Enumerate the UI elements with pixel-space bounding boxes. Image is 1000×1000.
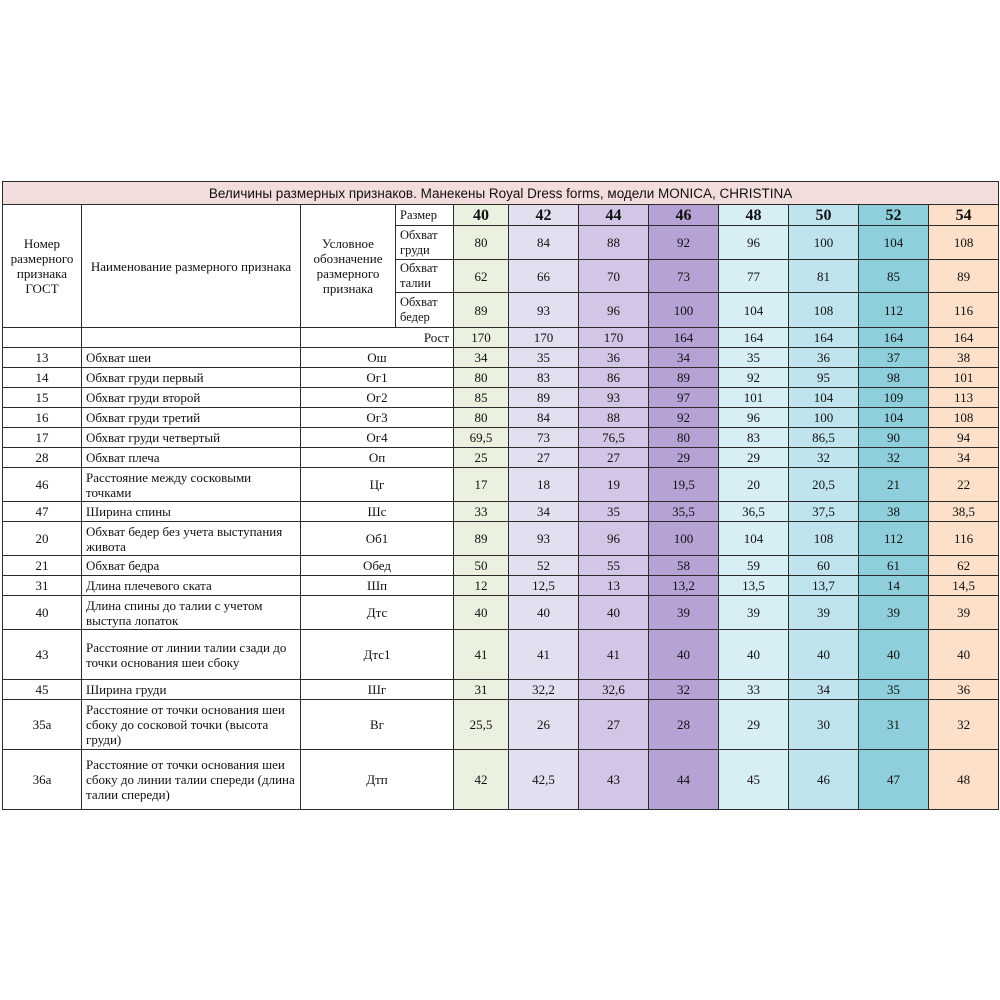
measurement-value: 18 [509, 468, 579, 502]
measurement-symbol: Ог2 [301, 388, 454, 408]
measurement-value: 92 [719, 368, 789, 388]
chest-value: 84 [509, 226, 579, 260]
measurement-value: 35 [579, 502, 649, 522]
height-value: 164 [789, 328, 859, 348]
size-label: Размер [396, 205, 454, 226]
measurement-name: Расстояние от линии талии сзади до точки основания шеи сбоку [82, 630, 301, 680]
measurement-value: 12 [454, 576, 509, 596]
gost-number: 46 [3, 468, 82, 502]
measurement-value: 40 [789, 630, 859, 680]
measurement-value: 19 [579, 468, 649, 502]
chest-value: 96 [719, 226, 789, 260]
measurement-value: 42 [454, 750, 509, 810]
measurement-value: 21 [859, 468, 929, 502]
measurement-value: 89 [649, 368, 719, 388]
measurement-value: 104 [719, 522, 789, 556]
measurement-value: 108 [789, 522, 859, 556]
gost-number: 15 [3, 388, 82, 408]
table-row [3, 522, 999, 556]
symbol-header: Условное обозначение размерного признака [301, 205, 396, 328]
measurement-value: 76,5 [579, 428, 649, 448]
measurement-value: 84 [509, 408, 579, 428]
gost-number: 31 [3, 576, 82, 596]
measurement-value: 40 [929, 630, 999, 680]
measurement-value: 37,5 [789, 502, 859, 522]
measurement-name: Обхват груди второй [82, 388, 301, 408]
measurement-value: 33 [454, 502, 509, 522]
gost-cell [3, 328, 82, 348]
measurement-value: 80 [649, 428, 719, 448]
measurement-value: 27 [579, 700, 649, 750]
measurement-name: Ширина спины [82, 502, 301, 522]
measurement-value: 27 [509, 448, 579, 468]
measurement-value: 45 [719, 750, 789, 810]
measurement-name: Обхват бедер без учета выступания живота [82, 522, 301, 556]
measurement-value: 34 [454, 348, 509, 368]
hips-value: 112 [859, 293, 929, 328]
measurement-value: 96 [719, 408, 789, 428]
measurement-value: 95 [789, 368, 859, 388]
measurement-value: 40 [454, 596, 509, 630]
measurement-value: 101 [929, 368, 999, 388]
measurement-value: 39 [719, 596, 789, 630]
hips-value: 116 [929, 293, 999, 328]
waist-label: Обхват талии [396, 260, 454, 293]
waist-value: 62 [454, 260, 509, 293]
size-44: 44 [579, 205, 649, 226]
measurement-symbol: Ог1 [301, 368, 454, 388]
caption-row [3, 182, 999, 205]
measurement-value: 20 [719, 468, 789, 502]
table-row [3, 428, 999, 448]
waist-value: 77 [719, 260, 789, 293]
hips-value: 104 [719, 293, 789, 328]
measurement-value: 40 [509, 596, 579, 630]
measurement-value: 90 [859, 428, 929, 448]
measurement-value: 13 [579, 576, 649, 596]
table-row [3, 408, 999, 428]
measurement-value: 83 [719, 428, 789, 448]
height-value: 164 [719, 328, 789, 348]
waist-value: 85 [859, 260, 929, 293]
measurement-value: 14 [859, 576, 929, 596]
measurement-name: Расстояние от точки основания шеи сбоку до сосковой точки (высота груди) [82, 700, 301, 750]
waist-value: 66 [509, 260, 579, 293]
measurement-value: 108 [929, 408, 999, 428]
measurement-symbol: Ог4 [301, 428, 454, 448]
measurement-value: 48 [929, 750, 999, 810]
chest-value: 100 [789, 226, 859, 260]
measurement-name: Расстояние от точки основания шеи сбоку до линии талии спереди (длина талии спереди) [82, 750, 301, 810]
gost-header: Номер размерного признака ГОСТ [3, 205, 82, 328]
hips-value: 89 [454, 293, 509, 328]
measurement-value: 113 [929, 388, 999, 408]
height-value: 164 [929, 328, 999, 348]
gost-number: 20 [3, 522, 82, 556]
waist-value: 73 [649, 260, 719, 293]
measurement-value: 34 [929, 448, 999, 468]
measurement-symbol: Оп [301, 448, 454, 468]
table-row [3, 368, 999, 388]
measurement-name: Длина плечевого ската [82, 576, 301, 596]
measurement-value: 36 [789, 348, 859, 368]
chest-value: 104 [859, 226, 929, 260]
table-row [3, 468, 999, 502]
measurement-value: 39 [789, 596, 859, 630]
measurement-name: Длина спины до талии с учетом выступа лопаток [82, 596, 301, 630]
measurement-value: 69,5 [454, 428, 509, 448]
height-value: 170 [579, 328, 649, 348]
table-row [3, 502, 999, 522]
measurement-name: Ширина груди [82, 680, 301, 700]
measurement-value: 30 [789, 700, 859, 750]
measurement-symbol: Шг [301, 680, 454, 700]
measurement-value: 50 [454, 556, 509, 576]
measurement-value: 61 [859, 556, 929, 576]
measurement-value: 38 [859, 502, 929, 522]
measurement-value: 13,7 [789, 576, 859, 596]
chest-value: 108 [929, 226, 999, 260]
measurement-value: 25 [454, 448, 509, 468]
height-value: 170 [454, 328, 509, 348]
measurement-value: 100 [649, 522, 719, 556]
measurement-value: 46 [789, 750, 859, 810]
measurement-symbol: Шс [301, 502, 454, 522]
height-row [3, 328, 999, 348]
measurement-value: 12,5 [509, 576, 579, 596]
measurement-value: 20,5 [789, 468, 859, 502]
measurement-symbol: Ог3 [301, 408, 454, 428]
measurement-value: 32,6 [579, 680, 649, 700]
measurement-value: 44 [649, 750, 719, 810]
measurement-value: 29 [719, 448, 789, 468]
hips-value: 93 [509, 293, 579, 328]
measurement-value: 33 [719, 680, 789, 700]
measurement-value: 26 [509, 700, 579, 750]
measurement-value: 37 [859, 348, 929, 368]
measurement-value: 28 [649, 700, 719, 750]
gost-number: 17 [3, 428, 82, 448]
measurement-value: 89 [509, 388, 579, 408]
gost-number: 21 [3, 556, 82, 576]
measurement-value: 32 [859, 448, 929, 468]
size-48: 48 [719, 205, 789, 226]
chest-value: 88 [579, 226, 649, 260]
gost-number: 45 [3, 680, 82, 700]
measurement-name: Расстояние между сосковыми точками [82, 468, 301, 502]
measurement-name: Обхват шеи [82, 348, 301, 368]
measurement-value: 58 [649, 556, 719, 576]
measurement-symbol: Вг [301, 700, 454, 750]
table-row [3, 750, 999, 810]
measurement-value: 112 [859, 522, 929, 556]
gost-number: 43 [3, 630, 82, 680]
measurement-value: 34 [649, 348, 719, 368]
measurement-value: 40 [649, 630, 719, 680]
hips-value: 96 [579, 293, 649, 328]
name-cell [82, 328, 301, 348]
gost-number: 47 [3, 502, 82, 522]
waist-value: 89 [929, 260, 999, 293]
measurement-value: 29 [649, 448, 719, 468]
measurement-value: 94 [929, 428, 999, 448]
measurement-value: 22 [929, 468, 999, 502]
table-row [3, 556, 999, 576]
measurement-value: 41 [454, 630, 509, 680]
gost-number: 16 [3, 408, 82, 428]
measurement-symbol: Цг [301, 468, 454, 502]
measurement-value: 86,5 [789, 428, 859, 448]
measurement-value: 55 [579, 556, 649, 576]
measurement-value: 101 [719, 388, 789, 408]
measurement-value: 100 [789, 408, 859, 428]
name-header: Наименование размерного признака [82, 205, 301, 328]
table-row [3, 448, 999, 468]
measurement-value: 36 [929, 680, 999, 700]
measurement-symbol: Дтп [301, 750, 454, 810]
measurement-value: 60 [789, 556, 859, 576]
measurement-value: 80 [454, 408, 509, 428]
measurement-value: 62 [929, 556, 999, 576]
measurement-value: 93 [509, 522, 579, 556]
measurement-value: 19,5 [649, 468, 719, 502]
height-label: Рост [301, 328, 454, 348]
waist-value: 70 [579, 260, 649, 293]
measurement-name: Обхват груди третий [82, 408, 301, 428]
gost-number: 35а [3, 700, 82, 750]
measurement-value: 13,2 [649, 576, 719, 596]
size-40: 40 [454, 205, 509, 226]
measurement-symbol: Об1 [301, 522, 454, 556]
hips-label: Обхват бедер [396, 293, 454, 328]
measurement-name: Обхват плеча [82, 448, 301, 468]
height-value: 170 [509, 328, 579, 348]
measurement-value: 104 [789, 388, 859, 408]
hips-value: 108 [789, 293, 859, 328]
gost-number: 40 [3, 596, 82, 630]
measurement-value: 38,5 [929, 502, 999, 522]
size-46: 46 [649, 205, 719, 226]
measurement-value: 93 [579, 388, 649, 408]
measurement-value: 88 [579, 408, 649, 428]
height-value: 164 [859, 328, 929, 348]
height-value: 164 [649, 328, 719, 348]
measurement-value: 89 [454, 522, 509, 556]
size-table [2, 181, 999, 810]
measurement-symbol: Дтс1 [301, 630, 454, 680]
measurement-value: 41 [509, 630, 579, 680]
measurement-value: 39 [859, 596, 929, 630]
measurement-value: 36,5 [719, 502, 789, 522]
measurement-value: 34 [509, 502, 579, 522]
table-row [3, 576, 999, 596]
measurement-symbol: Дтс [301, 596, 454, 630]
measurement-value: 32,2 [509, 680, 579, 700]
gost-number: 36а [3, 750, 82, 810]
measurement-value: 40 [859, 630, 929, 680]
size-chart-sheet [2, 181, 998, 810]
measurement-value: 86 [579, 368, 649, 388]
measurement-value: 14,5 [929, 576, 999, 596]
measurement-value: 35,5 [649, 502, 719, 522]
measurement-value: 41 [579, 630, 649, 680]
measurement-value: 32 [649, 680, 719, 700]
measurement-value: 116 [929, 522, 999, 556]
chest-value: 80 [454, 226, 509, 260]
hips-value: 100 [649, 293, 719, 328]
measurement-value: 38 [929, 348, 999, 368]
measurement-value: 104 [859, 408, 929, 428]
measurement-value: 32 [789, 448, 859, 468]
measurement-value: 85 [454, 388, 509, 408]
measurement-value: 13,5 [719, 576, 789, 596]
measurement-value: 35 [859, 680, 929, 700]
table-row [3, 388, 999, 408]
measurement-value: 29 [719, 700, 789, 750]
measurement-value: 47 [859, 750, 929, 810]
measurement-value: 34 [789, 680, 859, 700]
measurement-value: 32 [929, 700, 999, 750]
gost-number: 14 [3, 368, 82, 388]
size-header-row [3, 205, 999, 226]
gost-number: 28 [3, 448, 82, 468]
measurement-value: 39 [929, 596, 999, 630]
measurement-value: 109 [859, 388, 929, 408]
measurement-value: 97 [649, 388, 719, 408]
chest-label: Обхват груди [396, 226, 454, 260]
size-52: 52 [859, 205, 929, 226]
measurement-value: 52 [509, 556, 579, 576]
measurement-value: 98 [859, 368, 929, 388]
table-row [3, 680, 999, 700]
size-50: 50 [789, 205, 859, 226]
measurement-value: 25,5 [454, 700, 509, 750]
measurement-value: 31 [859, 700, 929, 750]
table-title: Величины размерных признаков. Манекены Royal Dress forms, модели MONICA, CHRISTINA [3, 182, 999, 205]
measurement-value: 59 [719, 556, 789, 576]
measurement-value: 36 [579, 348, 649, 368]
measurement-value: 40 [719, 630, 789, 680]
measurement-value: 83 [509, 368, 579, 388]
measurement-value: 73 [509, 428, 579, 448]
measurement-symbol: Ош [301, 348, 454, 368]
measurement-value: 27 [579, 448, 649, 468]
measurement-value: 31 [454, 680, 509, 700]
measurement-value: 39 [649, 596, 719, 630]
measurement-name: Обхват груди четвертый [82, 428, 301, 448]
measurement-value: 43 [579, 750, 649, 810]
measurement-name: Обхват бедра [82, 556, 301, 576]
gost-number: 13 [3, 348, 82, 368]
measurement-value: 40 [579, 596, 649, 630]
measurement-name: Обхват груди первый [82, 368, 301, 388]
measurement-value: 35 [719, 348, 789, 368]
measurement-symbol: Обед [301, 556, 454, 576]
table-row [3, 596, 999, 630]
waist-value: 81 [789, 260, 859, 293]
measurement-symbol: Шп [301, 576, 454, 596]
size-42: 42 [509, 205, 579, 226]
table-row [3, 348, 999, 368]
table-row [3, 700, 999, 750]
measurement-value: 96 [579, 522, 649, 556]
measurement-value: 42,5 [509, 750, 579, 810]
measurement-value: 92 [649, 408, 719, 428]
table-row [3, 630, 999, 680]
measurement-value: 80 [454, 368, 509, 388]
chest-value: 92 [649, 226, 719, 260]
measurement-value: 35 [509, 348, 579, 368]
size-54: 54 [929, 205, 999, 226]
measurement-value: 17 [454, 468, 509, 502]
